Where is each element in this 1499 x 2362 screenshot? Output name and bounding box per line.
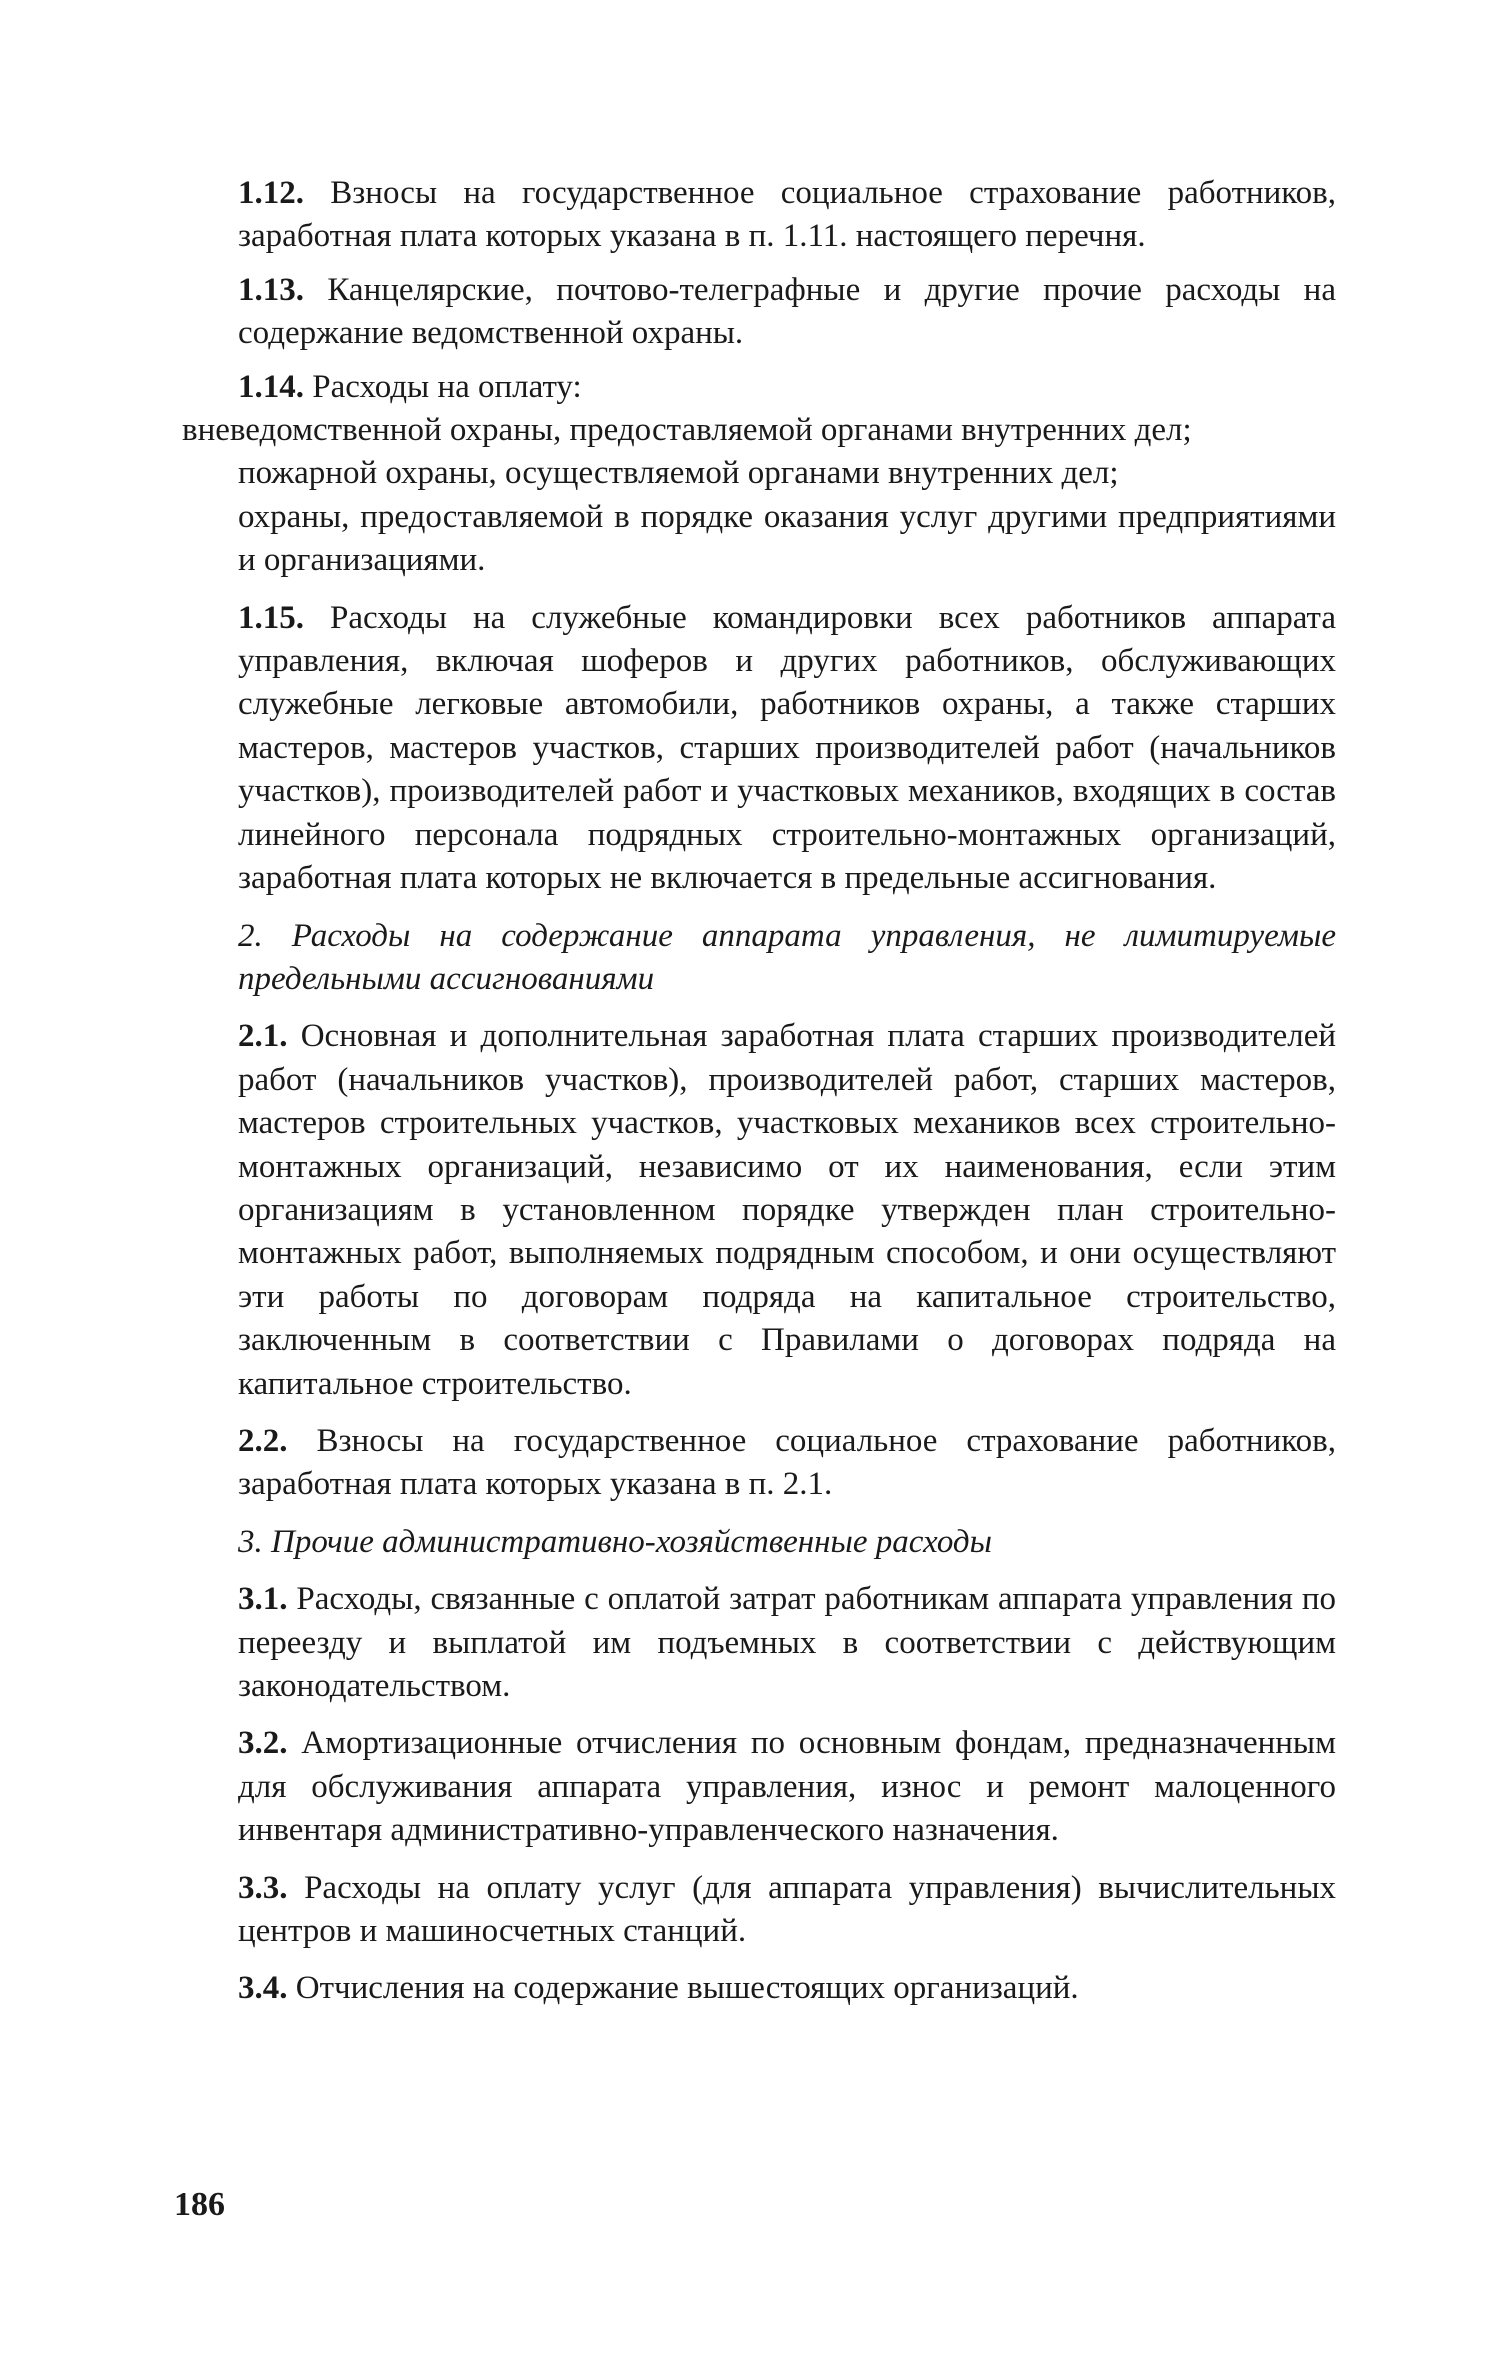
paragraph-1-13: [238, 269, 1336, 356]
paragraph-1-15: [238, 597, 1336, 901]
paragraph-3-1: [238, 1578, 1336, 1708]
paragraph-text: вневедомственной охраны, предоставляемой органами внутренних дел;: [182, 412, 1192, 449]
paragraph-text: пожарной охраны, осуществляемой органами внутренних дел;: [238, 455, 1119, 492]
paragraph-text: Канцелярские, почтово-телеграфные и другие прочие расходы на содержание ведомственной охраны.: [238, 271, 1336, 352]
item-number: 3.2.: [238, 1725, 288, 1762]
paragraph-2-2: [238, 1420, 1336, 1507]
paragraph-1-14: [238, 366, 1336, 409]
page-number: 186: [174, 2186, 225, 2223]
paragraph-1-12: [238, 172, 1336, 259]
paragraph-2-1: [238, 1015, 1336, 1406]
paragraph-list-item: [182, 409, 1336, 452]
paragraph-3-3: [238, 1867, 1336, 1954]
item-number: 2.2.: [238, 1422, 288, 1459]
paragraph-text: Расходы, связанные с оплатой затрат работникам аппарата управления по переезду и выплатой им подъемных в соответствии с действующим законодательством.: [238, 1581, 1336, 1704]
paragraph-text: Основная и дополнительная заработная плата старших производителей работ (начальников участков), производителей работ, старших мастеров, мастеров строительных участков, участковых механиков всех строительно-монтажных организаций, независимо от их наименования, если этим организациям в установленном порядке утвержден план строительно-монтажных работ, выполняемых подрядным способом, и они осуществляют эти работы по договорам подряда на капитальное строительство, заключенным в соответствии с Правилами о договорах подряда на капитальное строительство.: [238, 1018, 1336, 1402]
paragraph-text: Отчисления на содержание вышестоящих организаций.: [287, 1970, 1079, 2007]
item-number: 3.1.: [238, 1581, 288, 1618]
item-number: 3.4.: [238, 1970, 288, 2007]
item-number: 1.13.: [238, 271, 304, 308]
paragraph-3-2: [238, 1722, 1336, 1852]
section-heading-3: 3. Прочие административно-хозяйственные расходы: [238, 1523, 992, 1560]
paragraph-text: охраны, предоставляемой в порядке оказания услуг другими предприятиями и организациями.: [238, 498, 1336, 579]
page-body: [182, 172, 1336, 2021]
paragraph-text: Расходы на оплату услуг (для аппарата управления) вычислительных центров и машиносчетных станций.: [238, 1869, 1336, 1950]
item-number: 3.3.: [238, 1869, 288, 1906]
item-number: 2.1.: [238, 1018, 288, 1055]
paragraph-text: Взносы на государственное социальное страхование работников, заработная плата которых указана в п. 2.1.: [238, 1422, 1336, 1503]
item-number: 1.12.: [238, 175, 304, 211]
paragraph-text: Расходы на служебные командировки всех работников аппарата управления, включая шоферов и других работников, обслуживающих служебные легковые автомобили, работников охраны, а также старших мастеров, мастеров участков, старших производителей работ (начальников участков), производителей работ и участковых механиков, входящих в состав линейного персонала подрядных строительно-монтажных организаций, заработная плата которых не включается в предельные ассигнования.: [238, 599, 1336, 897]
paragraph-text: Расходы на оплату:: [304, 368, 582, 405]
section-heading-2: 2. Расходы на содержание аппарата управления, не лимитируемые предельными ассигнованиями: [238, 917, 1336, 997]
paragraph-text: Взносы на государственное социальное страхование работников, заработная плата которых указана в п. 1.11. настоящего перечня.: [238, 175, 1336, 255]
paragraph-list-item: [238, 496, 1336, 583]
paragraph-text: Амортизационные отчисления по основным фондам, предназначенным для обслуживания аппарата управления, износ и ремонт малоценного инвентаря административно-управленческого назначения.: [238, 1725, 1336, 1849]
paragraph-list-item: [238, 452, 1336, 495]
item-number: 1.14.: [238, 368, 304, 405]
paragraph-3-4: [238, 1967, 1336, 2010]
item-number: 1.15.: [238, 599, 304, 636]
